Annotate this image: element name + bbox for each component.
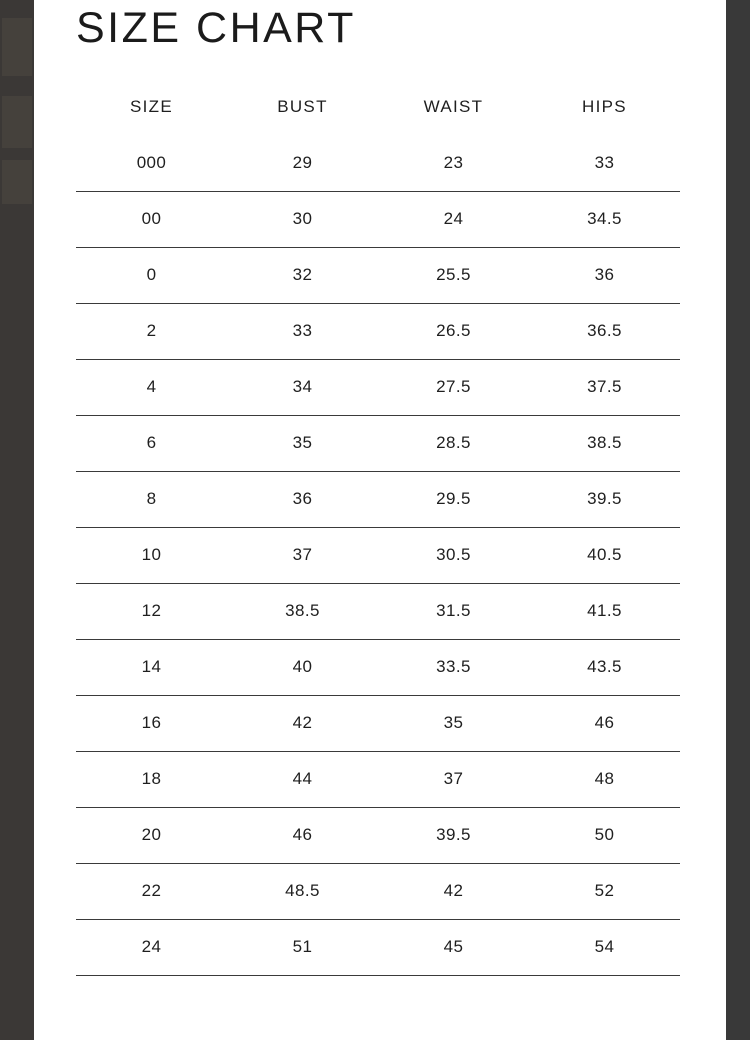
- table-cell: 39.5: [529, 472, 680, 528]
- table-cell: 31.5: [378, 584, 529, 640]
- table-cell: 24: [378, 192, 529, 248]
- table-cell: 20: [76, 808, 227, 864]
- table-cell: 14: [76, 640, 227, 696]
- table-row: [76, 864, 680, 920]
- table-cell: 33.5: [378, 640, 529, 696]
- background-artifact: [2, 160, 32, 204]
- table-cell: 52: [529, 864, 680, 920]
- table-cell: 10: [76, 528, 227, 584]
- background-artifact: [2, 96, 32, 148]
- table-cell: 16: [76, 696, 227, 752]
- table-cell: 2: [76, 304, 227, 360]
- table-row: [76, 528, 680, 584]
- table-cell: 33: [529, 151, 680, 192]
- table-cell: 38.5: [529, 416, 680, 472]
- table-cell: 38.5: [227, 584, 378, 640]
- table-cell: 25.5: [378, 248, 529, 304]
- table-cell: 4: [76, 360, 227, 416]
- table-cell: 28.5: [378, 416, 529, 472]
- table-row: [76, 192, 680, 248]
- table-cell: 42: [378, 864, 529, 920]
- table-cell: 36: [227, 472, 378, 528]
- table-cell: 12: [76, 584, 227, 640]
- table-row: [76, 304, 680, 360]
- table-cell: 22: [76, 864, 227, 920]
- table-cell: 000: [76, 151, 227, 192]
- size-chart-table: [76, 97, 680, 976]
- table-cell: 32: [227, 248, 378, 304]
- table-cell: 46: [529, 696, 680, 752]
- table-cell: 26.5: [378, 304, 529, 360]
- table-cell: 40: [227, 640, 378, 696]
- table-cell: 42: [227, 696, 378, 752]
- table-row: [76, 416, 680, 472]
- table-cell: 18: [76, 752, 227, 808]
- table-cell: 24: [76, 920, 227, 976]
- table-cell: 48.5: [227, 864, 378, 920]
- table-cell: 46: [227, 808, 378, 864]
- table-row: [76, 752, 680, 808]
- table-cell: 30.5: [378, 528, 529, 584]
- table-cell: 36: [529, 248, 680, 304]
- table-cell: 23: [378, 151, 529, 192]
- table-cell: 29.5: [378, 472, 529, 528]
- table-row: [76, 472, 680, 528]
- table-row: [76, 808, 680, 864]
- table-row: [76, 584, 680, 640]
- table-cell: 35: [378, 696, 529, 752]
- table-cell: 00: [76, 192, 227, 248]
- table-cell: 44: [227, 752, 378, 808]
- size-chart-sheet: [34, 0, 726, 1040]
- table-cell: 43.5: [529, 640, 680, 696]
- table-row: [76, 360, 680, 416]
- background-left-strip: [0, 0, 34, 1040]
- table-cell: 48: [529, 752, 680, 808]
- table-cell: 37: [378, 752, 529, 808]
- column-header-waist: WAIST: [423, 97, 484, 117]
- table-cell: 29: [227, 151, 378, 192]
- table-cell: 54: [529, 920, 680, 976]
- table-cell: 0: [76, 248, 227, 304]
- table-cell: 35: [227, 416, 378, 472]
- table-cell: 41.5: [529, 584, 680, 640]
- table-cell: 39.5: [378, 808, 529, 864]
- table-cell: 34.5: [529, 192, 680, 248]
- column-header-size: SIZE: [130, 97, 173, 117]
- table-row: [76, 640, 680, 696]
- table-cell: 40.5: [529, 528, 680, 584]
- table-cell: 30: [227, 192, 378, 248]
- table-row: [76, 151, 680, 192]
- column-header-hips: HIPS: [582, 97, 627, 117]
- background-artifact: [2, 18, 32, 76]
- table-cell: 27.5: [378, 360, 529, 416]
- column-header-bust: BUST: [277, 97, 328, 117]
- table-cell: 37: [227, 528, 378, 584]
- table-row: [76, 696, 680, 752]
- table-cell: 33: [227, 304, 378, 360]
- table-row: [76, 920, 680, 976]
- table-cell: 45: [378, 920, 529, 976]
- table-cell: 8: [76, 472, 227, 528]
- table-cell: 50: [529, 808, 680, 864]
- table-cell: 51: [227, 920, 378, 976]
- page-title: SIZE CHART: [76, 4, 356, 52]
- background-right-strip: [726, 0, 750, 1040]
- table-cell: 6: [76, 416, 227, 472]
- table-row: [76, 248, 680, 304]
- table-cell: 36.5: [529, 304, 680, 360]
- table-cell: 34: [227, 360, 378, 416]
- table-header-row: [76, 97, 680, 151]
- table-cell: 37.5: [529, 360, 680, 416]
